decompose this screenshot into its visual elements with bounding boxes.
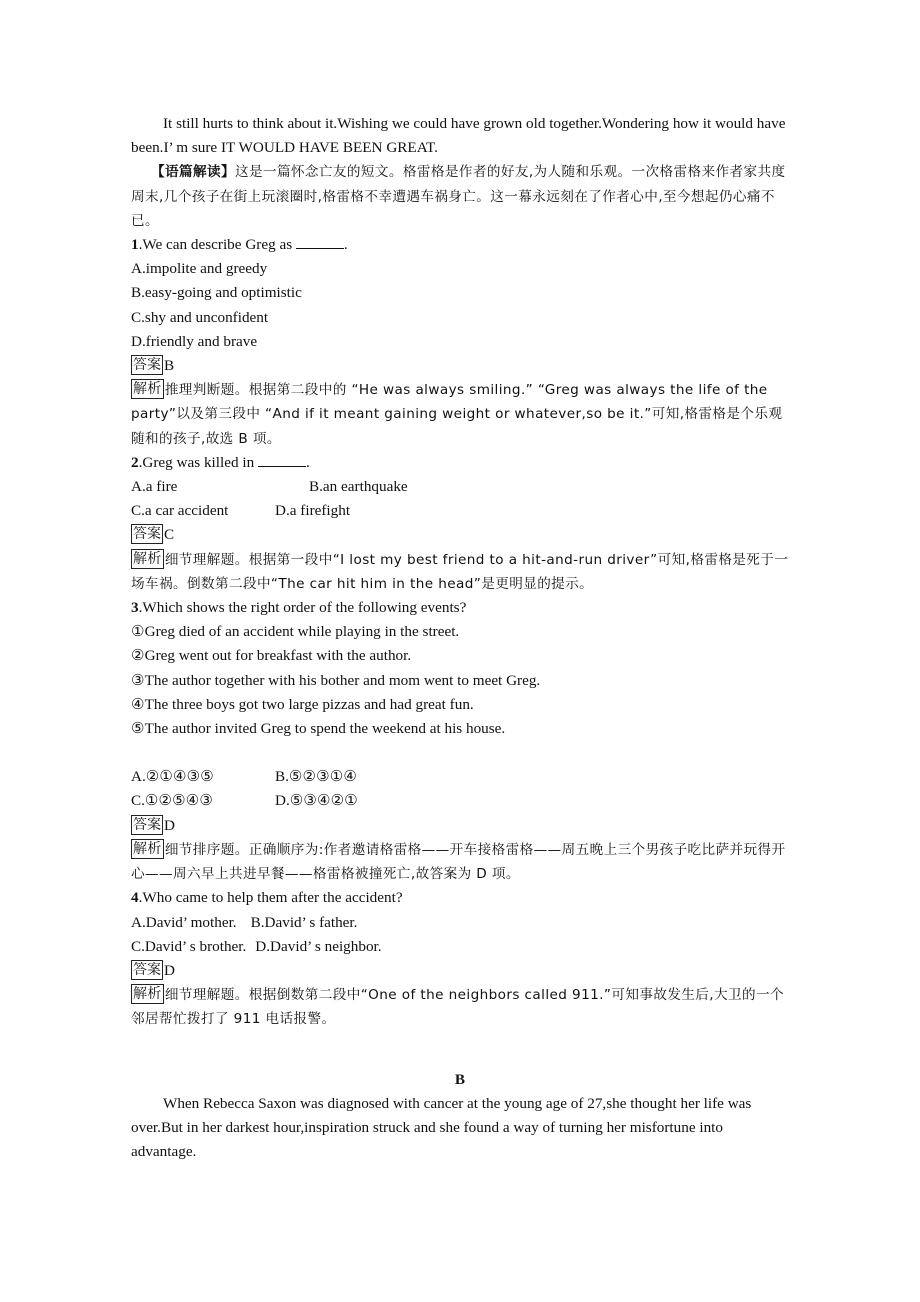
analysis-text: 细节理解题。根据第一段中“I lost my best friend to a hit-and-run driver”可知,格雷格是死于一场车祸。倒数第二段中“The car hit him in the head”是更明显的提示。 bbox=[131, 551, 789, 592]
analysis-line bbox=[131, 548, 789, 596]
answer-line bbox=[131, 959, 789, 983]
document-page bbox=[131, 112, 789, 1164]
reading-summary bbox=[131, 160, 789, 233]
option-d: D.a firefight bbox=[275, 502, 351, 520]
question-text: .We can describe Greg as bbox=[138, 236, 293, 254]
option-a: A.②①④③⑤ bbox=[131, 768, 214, 786]
answer-tag: 答案 bbox=[133, 961, 161, 978]
option-c: C.David’ s brother. bbox=[131, 937, 247, 955]
question-stem bbox=[131, 233, 789, 257]
answer-tag: 答案 bbox=[133, 357, 161, 374]
question-1 bbox=[131, 233, 789, 451]
option-row bbox=[131, 935, 789, 959]
option-b: B.easy-going and optimistic bbox=[131, 284, 302, 302]
answer-value: C bbox=[164, 526, 175, 544]
answer-blank bbox=[258, 454, 306, 467]
option-c: C.①②⑤④③ bbox=[131, 792, 214, 810]
analysis-line bbox=[131, 983, 789, 1031]
option-row bbox=[131, 911, 789, 935]
answer-value: B bbox=[164, 357, 175, 375]
question-number: 2 bbox=[131, 453, 139, 471]
answer-line bbox=[131, 354, 789, 378]
event-item: ③The author together with his bother and mom went to meet Greg. bbox=[131, 671, 541, 689]
analysis-line bbox=[131, 838, 789, 886]
question-number: 3 bbox=[131, 599, 139, 617]
question-punct: . bbox=[343, 236, 348, 254]
reading-summary-text: 这是一篇怀念亡友的短文。格雷格是作者的好友,为人随和乐观。一次格雷格来作者家共度周末,几个孩子在街上玩滚圈时,格雷格不幸遭遇车祸身亡。这一幕永远刻在了作者心中,至今想起仍心痛不已。 bbox=[131, 164, 786, 229]
analysis-text: 细节排序题。正确顺序为:作者邀请格雷格——开车接格雷格——周五晚上三个男孩子吃比萨并玩得开心——周六早上共进早餐——格雷格被撞死亡,故答案为 D 项。 bbox=[131, 841, 786, 883]
answer-tag: 答案 bbox=[133, 526, 161, 543]
reading-summary-label: 【语篇解读】 bbox=[151, 164, 235, 181]
option-a: A.impolite and greedy bbox=[131, 260, 268, 278]
analysis-tag: 解析 bbox=[133, 381, 162, 398]
answer-value: D bbox=[164, 961, 175, 979]
option-a: A.David’ mother. bbox=[131, 913, 237, 931]
analysis-tag: 解析 bbox=[133, 550, 162, 567]
analysis-text: 细节理解题。根据倒数第二段中“One of the neighbors called 911.”可知事故发生后,大卫的一个邻居帮忙拨打了 911 电话报警。 bbox=[131, 987, 784, 1028]
question-4 bbox=[131, 886, 789, 1031]
spacer bbox=[131, 1032, 789, 1056]
question-stem bbox=[131, 451, 789, 475]
option-a: A.a fire bbox=[131, 478, 178, 496]
spacer bbox=[131, 741, 789, 765]
option-b: B.⑤②③①④ bbox=[275, 768, 358, 786]
question-number: 1 bbox=[131, 236, 139, 254]
answer-line bbox=[131, 523, 789, 547]
option-d: D.⑤③④②① bbox=[275, 792, 358, 810]
question-2 bbox=[131, 451, 789, 596]
section-heading: B bbox=[454, 1070, 466, 1088]
option-b: B.David’ s father. bbox=[250, 913, 358, 931]
event-item: ②Greg went out for breakfast with the author. bbox=[131, 647, 412, 665]
question-text: .Which shows the right order of the following events? bbox=[138, 599, 467, 617]
option-d: D.David’ s neighbor. bbox=[255, 937, 382, 955]
question-stem bbox=[131, 596, 789, 620]
event-item: ①Greg died of an accident while playing in the street. bbox=[131, 623, 460, 641]
passage-paragraph: It still hurts to think about it.Wishing we could have grown old together.Wondering how it would have been.I’ m sure IT WOULD HAVE BEEN GREAT. bbox=[131, 115, 786, 157]
analysis-line bbox=[131, 378, 789, 451]
event-item: ⑤The author invited Greg to spend the weekend at his house. bbox=[131, 720, 506, 738]
option-b: B.an earthquake bbox=[309, 478, 408, 496]
analysis-text: 推理判断题。根据第二段中的 “He was always smiling.” “Greg was always the life of the party”以及第三段中 “And if it meant gaining weight or whatever,so be it.”可知,格雷格是个乐观随和的孩子,故选 B 项。 bbox=[131, 382, 783, 447]
answer-tag: 答案 bbox=[133, 816, 161, 833]
event-item: ④The three boys got two large pizzas and had great fun. bbox=[131, 695, 474, 713]
option-c: C.shy and unconfident bbox=[131, 308, 269, 326]
answer-line bbox=[131, 814, 789, 838]
answer-value: D bbox=[164, 816, 175, 834]
option-row bbox=[131, 789, 789, 813]
question-stem bbox=[131, 886, 789, 910]
question-3 bbox=[131, 596, 789, 886]
question-text: .Who came to help them after the accident? bbox=[138, 889, 403, 907]
option-row bbox=[131, 765, 789, 789]
answer-blank bbox=[296, 236, 344, 249]
analysis-tag: 解析 bbox=[133, 840, 162, 857]
option-row bbox=[131, 499, 789, 523]
option-row bbox=[131, 475, 789, 499]
question-punct: . bbox=[305, 453, 310, 471]
option-d: D.friendly and brave bbox=[131, 332, 258, 350]
option-c: C.a car accident bbox=[131, 502, 229, 520]
question-number: 4 bbox=[131, 889, 139, 907]
analysis-tag: 解析 bbox=[133, 986, 162, 1003]
section-paragraph: When Rebecca Saxon was diagnosed with cancer at the young age of 27,she thought her life was over.But in her darkest hour,inspiration struck and she found a way of turning her misfortune into advantage. bbox=[131, 1094, 752, 1161]
question-text: .Greg was killed in bbox=[138, 453, 255, 471]
